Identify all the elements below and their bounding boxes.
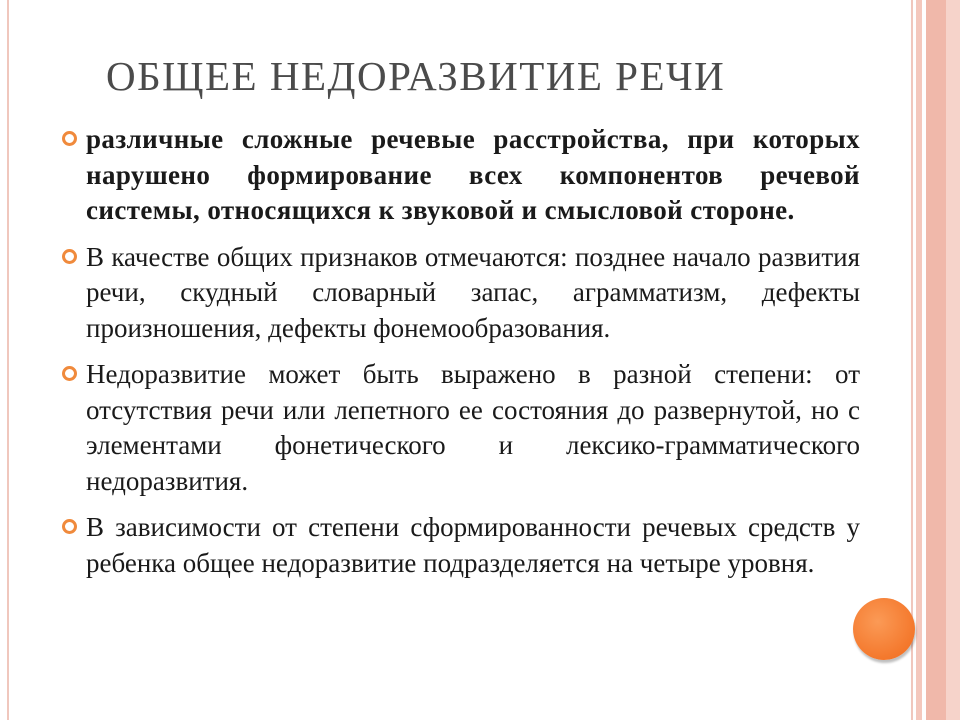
bullet-item-degree: [62, 357, 860, 499]
bullet-text: Недоразвитие может быть выражено в разной степени: от отсутствия речи или лепетного ее состояния до развернутой, но с элементами фонетического и лексико-грамматического недоразвития.: [86, 359, 860, 496]
decorative-orange-circle: [853, 598, 915, 660]
bullet-item-definition: [62, 122, 860, 229]
bullet-circle-icon: [62, 366, 77, 381]
bullet-text: различные сложные речевые расстройства, при которых нарушено формирование всех компонентов речевой системы, относящихся к звуковой и смысловой стороне.: [86, 124, 860, 225]
bullet-circle-icon: [62, 249, 77, 264]
bullet-text: В зависимости от степени сформированности речевых средств у ребенка общее недоразвитие подразделяется на четыре уровня.: [86, 512, 860, 578]
bullet-circle-icon: [62, 519, 77, 534]
bullet-text: В качестве общих признаков отмечаются: позднее начало развития речи, скудный словарный запас, аграмматизм, дефекты произношения, дефекты фонемообразования.: [86, 241, 860, 343]
bullet-item-signs: [62, 240, 860, 347]
bullet-list: [62, 122, 860, 592]
decorative-stripes: [916, 0, 960, 720]
bullet-item-levels: [62, 510, 860, 581]
slide-title: ОБЩЕЕ НЕДОРАЗВИТИЕ РЕЧИ: [106, 53, 726, 99]
bullet-circle-icon: [62, 131, 77, 146]
